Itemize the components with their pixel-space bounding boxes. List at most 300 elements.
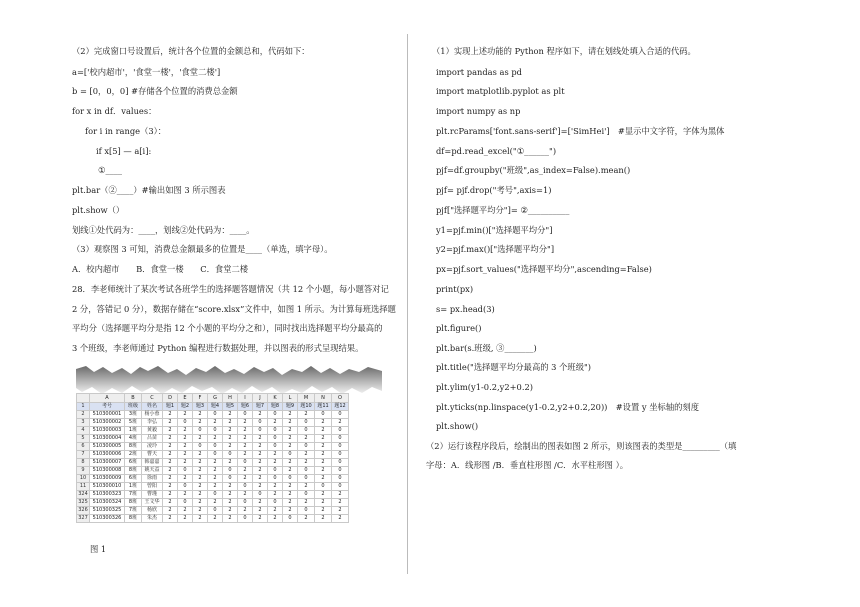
table-cell: 510300003 bbox=[90, 427, 125, 435]
table-cell: 2 bbox=[283, 507, 298, 515]
table-cell: 2 bbox=[298, 515, 315, 523]
q2-chart-type-line-2: 字母：A．线形图 /B．垂直柱形图 /C．水平柱形图 ）。 bbox=[426, 460, 629, 470]
header-cell: 班级 bbox=[125, 403, 142, 411]
table-cell: 0 bbox=[268, 435, 283, 443]
row-number: 11 bbox=[77, 483, 90, 491]
table-cell: 2 bbox=[208, 475, 223, 483]
table-cell: 0 bbox=[332, 475, 349, 483]
table-cell: 2 bbox=[223, 459, 238, 467]
table-cell: 2 bbox=[332, 515, 349, 523]
table-cell: 2 bbox=[163, 475, 178, 483]
table-cell: 6班 bbox=[125, 475, 142, 483]
table-cell: 2 bbox=[298, 483, 315, 491]
table-cell: 曹瑾 bbox=[142, 491, 163, 499]
table-cell: 2 bbox=[163, 419, 178, 427]
py-line-3: import numpy as np bbox=[436, 106, 521, 116]
table-cell: 2 bbox=[208, 499, 223, 507]
q28-line-4: 3 个班级，李老师通过 Python 编程进行数据处理，并以图表的形式呈现结果。 bbox=[72, 343, 364, 353]
table-cell: 0 bbox=[268, 443, 283, 451]
table-cell: 0 bbox=[268, 467, 283, 475]
table-cell: 2 bbox=[268, 483, 283, 491]
table-cell: 3班 bbox=[125, 411, 142, 419]
table-cell: 2 bbox=[253, 467, 268, 475]
table-cell: 2 bbox=[193, 451, 208, 459]
table-cell: 2 bbox=[208, 467, 223, 475]
column-letter: N bbox=[315, 394, 332, 403]
table-cell: 0 bbox=[208, 491, 223, 499]
row-number: 326 bbox=[78, 507, 88, 513]
column-letter: B bbox=[125, 394, 142, 403]
column-divider bbox=[407, 34, 408, 574]
py-line-8: pjf["选择题平均分"]= ②__________ bbox=[436, 205, 570, 215]
header-cell: 题3 bbox=[193, 403, 208, 411]
table-cell: 2 bbox=[253, 499, 268, 507]
table-row bbox=[77, 483, 349, 491]
table-cell: 2 bbox=[283, 467, 298, 475]
code-line-5: if x[5] — a[i]: bbox=[96, 146, 152, 156]
table-cell: 0 bbox=[223, 475, 238, 483]
table-cell: 2 bbox=[315, 443, 332, 451]
column-letter: M bbox=[298, 394, 315, 403]
table-cell: 0 bbox=[208, 507, 223, 515]
table-cell: 0 bbox=[193, 427, 208, 435]
table-cell: 2 bbox=[208, 435, 223, 443]
table-cell: 0 bbox=[208, 443, 223, 451]
py-line-14: plt.figure() bbox=[436, 323, 482, 333]
code-line-7: plt.bar（②____）#输出如图 3 所示图表 bbox=[72, 185, 226, 195]
table-cell: 2 bbox=[178, 411, 193, 419]
table-cell: 2 bbox=[283, 427, 298, 435]
table-cell: 2 bbox=[238, 507, 253, 515]
code-line-4: for i in range（3）： bbox=[85, 126, 167, 136]
q3-options: A．校内超市 B．食堂一楼 C．食堂二楼 bbox=[72, 264, 249, 274]
header-cell: 题12 bbox=[332, 403, 349, 411]
table-cell: 2 bbox=[298, 435, 315, 443]
q2-intro: （2）完成窗口号设置后，统计各个位置的金额总和，代码如下： bbox=[72, 46, 310, 56]
table-cell: 2 bbox=[163, 483, 178, 491]
column-letter: E bbox=[178, 394, 193, 403]
table-cell: 2 bbox=[208, 483, 223, 491]
header-cell: 题9 bbox=[283, 403, 298, 411]
row-number: 7 bbox=[77, 451, 90, 459]
header-cell: 题6 bbox=[238, 403, 253, 411]
table-cell: 2 bbox=[332, 491, 349, 499]
table-cell: 0 bbox=[253, 491, 268, 499]
table-cell: 2 bbox=[223, 411, 238, 419]
table-cell: 2 bbox=[163, 443, 178, 451]
table-cell: 510300005 bbox=[90, 443, 125, 451]
table-cell: 0 bbox=[223, 467, 238, 475]
table-cell: 5班 bbox=[125, 419, 142, 427]
row-number: 8 bbox=[77, 459, 90, 467]
table-row bbox=[77, 515, 349, 523]
table-cell: 2 bbox=[283, 435, 298, 443]
table-cell: 2 bbox=[208, 515, 223, 523]
table-cell: 2 bbox=[253, 507, 268, 515]
table-cell: 李弘 bbox=[142, 419, 163, 427]
header-cell: 姓名 bbox=[142, 403, 163, 411]
header-row bbox=[77, 403, 349, 411]
table-cell: 2 bbox=[253, 451, 268, 459]
table-cell: 2 bbox=[283, 499, 298, 507]
header-cell: 题7 bbox=[253, 403, 268, 411]
py-line-17: plt.ylim(y1-0.2,y2+0.2) bbox=[436, 382, 533, 392]
row-number: 2 bbox=[77, 411, 90, 419]
table-cell: 0 bbox=[238, 483, 253, 491]
row-number: 325 bbox=[78, 499, 88, 505]
table-cell: 510300009 bbox=[90, 475, 125, 483]
table-cell: 2 bbox=[283, 419, 298, 427]
column-letter: J bbox=[253, 394, 268, 403]
score-sheet bbox=[76, 393, 349, 523]
table-cell: 2 bbox=[253, 459, 268, 467]
header-cell: 考号 bbox=[90, 403, 125, 411]
table-cell: 2 bbox=[193, 435, 208, 443]
table-cell: 2 bbox=[298, 459, 315, 467]
table-cell: 2 bbox=[208, 419, 223, 427]
row-number: 4 bbox=[77, 427, 90, 435]
table-cell: 0 bbox=[178, 483, 193, 491]
table-cell: 2 bbox=[283, 443, 298, 451]
table-cell: 2 bbox=[315, 475, 332, 483]
table-cell: 2 bbox=[223, 435, 238, 443]
py-line-6: pjf=df.groupby("班级",as_index=False).mean() bbox=[436, 165, 631, 175]
table-cell: 0 bbox=[208, 427, 223, 435]
table-cell: 2 bbox=[315, 427, 332, 435]
table-cell: 0 bbox=[283, 515, 298, 523]
table-cell: 2 bbox=[223, 499, 238, 507]
table-cell: 0 bbox=[238, 411, 253, 419]
table-cell: 2 bbox=[238, 467, 253, 475]
table-cell: 2 bbox=[178, 427, 193, 435]
table-cell: 510300008 bbox=[90, 467, 125, 475]
left-column bbox=[72, 0, 396, 607]
table-cell: 0 bbox=[193, 443, 208, 451]
header-cell: 题5 bbox=[223, 403, 238, 411]
q28-line-1: 28．李老师统计了某次考试各班学生的选择题答题情况（共 12 个小题，每小题答对记 bbox=[72, 284, 389, 294]
table-cell: 2 bbox=[268, 515, 283, 523]
table-cell: 2 bbox=[315, 507, 332, 515]
column-letter: C bbox=[142, 394, 163, 403]
table-cell: 2 bbox=[178, 507, 193, 515]
table-cell: 0 bbox=[298, 443, 315, 451]
table-cell: 2 bbox=[332, 507, 349, 515]
table-cell: 2 bbox=[193, 419, 208, 427]
table-cell: 2 bbox=[163, 467, 178, 475]
py-line-13: s= px.head(3) bbox=[436, 304, 495, 314]
table-cell: 2 bbox=[283, 411, 298, 419]
row-number: 5 bbox=[77, 435, 90, 443]
table-cell: 2 bbox=[178, 435, 193, 443]
table-cell: 2 bbox=[223, 427, 238, 435]
table-row bbox=[77, 499, 349, 507]
table-cell: 2 bbox=[223, 419, 238, 427]
table-cell: 8班 bbox=[125, 499, 142, 507]
table-cell: 2 bbox=[178, 451, 193, 459]
table-cell: 2 bbox=[238, 451, 253, 459]
column-letter: A bbox=[90, 394, 125, 403]
row-number: 1 bbox=[77, 403, 90, 411]
table-cell: 4班 bbox=[125, 435, 142, 443]
py-line-11: px=pjf.sort_values("选择题平均分",ascending=False) bbox=[436, 264, 652, 274]
table-cell: 2 bbox=[268, 507, 283, 515]
table-cell: 2 bbox=[163, 435, 178, 443]
table-cell: 2 bbox=[298, 411, 315, 419]
table-cell: 2 bbox=[193, 483, 208, 491]
column-letter: G bbox=[208, 394, 223, 403]
row-number: 327 bbox=[78, 515, 88, 521]
table-cell: 2 bbox=[223, 515, 238, 523]
header-cell: 题2 bbox=[178, 403, 193, 411]
table-cell: 0 bbox=[283, 475, 298, 483]
table-cell: 0 bbox=[238, 499, 253, 507]
table-cell: 510300010 bbox=[90, 483, 125, 491]
table-cell: 凌玲 bbox=[142, 443, 163, 451]
q1-intro: （1）实现上述功能的 Python 程序如下，请在划线处填入合适的代码。 bbox=[432, 46, 696, 56]
table-cell: 2 bbox=[163, 491, 178, 499]
table-cell: 0 bbox=[268, 499, 283, 507]
q28-line-2: 2 分，答错记 0 分），数据存储在“score.xlsx”文件中，如图 1 所示。为计算每班选择题 bbox=[72, 304, 396, 314]
table-cell: 2 bbox=[208, 459, 223, 467]
table-cell: 2 bbox=[253, 435, 268, 443]
py-line-2: import matplotlib.pyplot as plt bbox=[436, 86, 565, 96]
column-letter: O bbox=[332, 394, 349, 403]
header-cell: 题1 bbox=[163, 403, 178, 411]
py-line-9: y1=pjf.min()["选择题平均分"] bbox=[436, 225, 553, 235]
figure-1-spreadsheet bbox=[76, 363, 382, 539]
table-cell: 0 bbox=[298, 467, 315, 475]
table-cell: 510300325 bbox=[90, 507, 125, 515]
table-cell: 2 bbox=[315, 515, 332, 523]
header-cell: 题8 bbox=[268, 403, 283, 411]
table-row bbox=[77, 411, 349, 419]
py-line-18: plt.yticks(np.linspace(y1-0.2,y2+0.2,20)) #设置 y 坐标轴的刻度 bbox=[436, 402, 700, 412]
table-cell: 0 bbox=[208, 411, 223, 419]
table-cell: 8班 bbox=[125, 467, 142, 475]
table-cell: 510300323 bbox=[90, 491, 125, 499]
table-cell: 2 bbox=[163, 459, 178, 467]
table-cell: 2班 bbox=[125, 451, 142, 459]
table-cell: 2 bbox=[238, 475, 253, 483]
table-cell: 510300004 bbox=[90, 435, 125, 443]
table-cell: 510300001 bbox=[90, 411, 125, 419]
table-cell: 1班 bbox=[125, 483, 142, 491]
table-cell: 2 bbox=[193, 475, 208, 483]
table-cell: 2 bbox=[283, 491, 298, 499]
table-cell: 0 bbox=[298, 475, 315, 483]
table-cell: 510300326 bbox=[90, 515, 125, 523]
table-cell: 0 bbox=[238, 459, 253, 467]
table-cell: 2 bbox=[178, 459, 193, 467]
table-cell: 2 bbox=[223, 483, 238, 491]
table-cell: 2 bbox=[315, 451, 332, 459]
table-row bbox=[77, 467, 349, 475]
table-cell: 2 bbox=[193, 507, 208, 515]
table-cell: 510300002 bbox=[90, 419, 125, 427]
table-cell: 2 bbox=[178, 475, 193, 483]
table-cell: 0 bbox=[332, 459, 349, 467]
table-cell: 0 bbox=[253, 419, 268, 427]
table-cell: 2 bbox=[253, 483, 268, 491]
py-line-1: import pandas as pd bbox=[436, 67, 522, 77]
table-cell: 2 bbox=[238, 491, 253, 499]
table-cell: 徐雨 bbox=[142, 475, 163, 483]
table-cell: 2 bbox=[193, 459, 208, 467]
table-cell: 2 bbox=[332, 419, 349, 427]
py-line-10: y2=pjf.max()["选择题平均分"] bbox=[436, 244, 555, 254]
table-cell: 0 bbox=[238, 515, 253, 523]
table-cell: 0 bbox=[332, 435, 349, 443]
table-cell: 杨欣 bbox=[142, 507, 163, 515]
table-cell: 2 bbox=[268, 459, 283, 467]
table-cell: 2 bbox=[315, 435, 332, 443]
table-row bbox=[77, 491, 349, 499]
code-line-1: a=['校内超市'，'食堂一楼'，'食堂二楼'] bbox=[72, 67, 221, 77]
table-cell: 曾阳 bbox=[142, 483, 163, 491]
table-cell: 7班 bbox=[125, 491, 142, 499]
table-cell: 0 bbox=[298, 419, 315, 427]
table-cell: 0 bbox=[208, 451, 223, 459]
table-cell: 2 bbox=[315, 499, 332, 507]
column-letter: K bbox=[268, 394, 283, 403]
row-number: 10 bbox=[77, 475, 90, 483]
table-cell: 0 bbox=[332, 467, 349, 475]
table-cell: 姚天益 bbox=[142, 467, 163, 475]
table-cell: 0 bbox=[332, 411, 349, 419]
table-cell: 2 bbox=[178, 491, 193, 499]
table-cell: 2 bbox=[163, 515, 178, 523]
row-number: 6 bbox=[77, 443, 90, 451]
py-line-15: plt.bar(s.班级, ③_______) bbox=[436, 343, 537, 353]
table-cell: 0 bbox=[315, 411, 332, 419]
table-row bbox=[77, 435, 349, 443]
table-cell: 0 bbox=[332, 451, 349, 459]
table-cell: 2 bbox=[315, 419, 332, 427]
py-line-7: pjf= pjf.drop("考号",axis=1) bbox=[436, 185, 552, 195]
table-cell: 2 bbox=[178, 515, 193, 523]
header-cell: 题11 bbox=[315, 403, 332, 411]
table-cell: 2 bbox=[238, 419, 253, 427]
table-cell: 2 bbox=[253, 443, 268, 451]
table-row bbox=[77, 419, 349, 427]
table-cell: 2 bbox=[315, 467, 332, 475]
table-cell: 2 bbox=[193, 515, 208, 523]
table-cell: 0 bbox=[268, 411, 283, 419]
column-letter: H bbox=[223, 394, 238, 403]
table-cell: 1班 bbox=[125, 427, 142, 435]
table-cell: 2 bbox=[163, 499, 178, 507]
q28-line-3: 平均分（选择题平均分是指 12 个小题的平均分之和），同时找出选择题平均分最高的 bbox=[72, 323, 383, 333]
table-cell: 2 bbox=[253, 515, 268, 523]
row-number: 3 bbox=[77, 419, 90, 427]
table-cell: 0 bbox=[298, 427, 315, 435]
table-cell: 2 bbox=[223, 507, 238, 515]
table-cell: 2 bbox=[223, 491, 238, 499]
table-cell: 2 bbox=[193, 411, 208, 419]
table-row bbox=[77, 451, 349, 459]
table-cell: 2 bbox=[163, 427, 178, 435]
table-cell: 0 bbox=[283, 451, 298, 459]
row-number: 324 bbox=[78, 491, 88, 497]
code-line-3: for x in df．values： bbox=[72, 106, 157, 116]
table-cell: 2 bbox=[315, 491, 332, 499]
table-row bbox=[77, 427, 349, 435]
right-column bbox=[426, 0, 832, 607]
table-cell: 0 bbox=[298, 491, 315, 499]
table-cell: 2 bbox=[193, 467, 208, 475]
table-cell: 2 bbox=[283, 483, 298, 491]
table-cell: 2 bbox=[253, 411, 268, 419]
column-letter: F bbox=[193, 394, 208, 403]
table-cell: 0 bbox=[332, 483, 349, 491]
table-cell: 曹天 bbox=[142, 451, 163, 459]
table-cell: 朱杰 bbox=[142, 515, 163, 523]
table-cell: 2 bbox=[315, 459, 332, 467]
torn-paper-edge bbox=[76, 363, 382, 397]
column-letter: L bbox=[283, 394, 298, 403]
table-row bbox=[77, 459, 349, 467]
table-cell: 0 bbox=[268, 475, 283, 483]
table-row bbox=[77, 475, 349, 483]
py-line-12: print(px) bbox=[436, 284, 474, 294]
table-cell: 2 bbox=[193, 491, 208, 499]
table-cell: 0 bbox=[332, 443, 349, 451]
table-cell: 2 bbox=[238, 443, 253, 451]
q2-chart-type-line-1: （2）运行该程序段后，绘制出的图表如图 2 所示，则该图表的类型是_________（填 bbox=[426, 441, 737, 451]
table-cell: 510300006 bbox=[90, 451, 125, 459]
table-cell: 0 bbox=[268, 427, 283, 435]
table-cell: 2 bbox=[283, 459, 298, 467]
blank-prompt: 划线①处代码为：____，划线②处代码为：____。 bbox=[72, 225, 255, 235]
table-cell: 0 bbox=[298, 507, 315, 515]
table-cell: 0 bbox=[178, 419, 193, 427]
row-number: 9 bbox=[77, 467, 90, 475]
table-cell: 2 bbox=[238, 427, 253, 435]
table-cell: 2 bbox=[163, 451, 178, 459]
column-letter-row bbox=[77, 394, 349, 403]
q3-question: （3）观察图 3 可知，消费总金额最多的位置是____（单选，填字母）。 bbox=[72, 244, 333, 254]
table-cell: 王文华 bbox=[142, 499, 163, 507]
table-cell: 2 bbox=[178, 443, 193, 451]
table-row bbox=[77, 507, 349, 515]
table-cell: 2 bbox=[223, 443, 238, 451]
table-cell: 8班 bbox=[125, 515, 142, 523]
table-cell: 8班 bbox=[125, 443, 142, 451]
table-cell: 黄毅 bbox=[142, 427, 163, 435]
table-cell: 2 bbox=[238, 435, 253, 443]
table-cell: 2 bbox=[298, 499, 315, 507]
column-letter: I bbox=[238, 394, 253, 403]
py-line-5: df=pd.read_excel("①______") bbox=[436, 146, 557, 156]
column-letter bbox=[77, 394, 90, 403]
table-cell: 2 bbox=[163, 507, 178, 515]
code-line-8: plt.show（） bbox=[72, 205, 125, 215]
table-row bbox=[77, 443, 349, 451]
table-cell: 2 bbox=[332, 499, 349, 507]
code-line-2: b = [0，0，0] #存储各个位置的消费总金额 bbox=[72, 86, 238, 96]
table-cell: 6班 bbox=[125, 459, 142, 467]
table-cell: 韩嘉嘉 bbox=[142, 459, 163, 467]
py-line-16: plt.title("选择题平均分最高的 3 个班级") bbox=[436, 362, 592, 372]
table-cell: 510300007 bbox=[90, 459, 125, 467]
table-cell: 0 bbox=[253, 427, 268, 435]
table-cell: 杨小蓉 bbox=[142, 411, 163, 419]
table-cell: 0 bbox=[223, 451, 238, 459]
table-cell: 吕苗 bbox=[142, 435, 163, 443]
figure-1-caption: 图 1 bbox=[90, 544, 107, 554]
code-line-6: ①____ bbox=[98, 165, 123, 175]
table-cell: 2 bbox=[253, 475, 268, 483]
